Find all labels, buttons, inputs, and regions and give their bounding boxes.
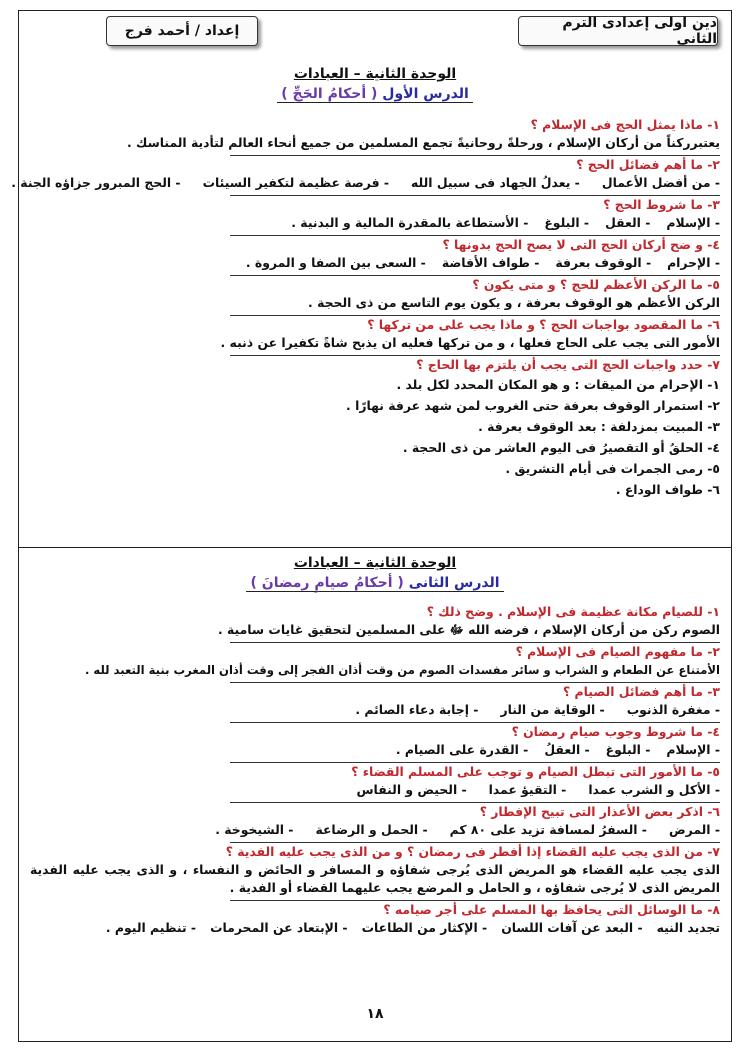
lesson-name: ( أحكامُ الحَجِّ ) xyxy=(281,86,378,102)
answer-item: - الأستطاعة بالمقدرة المالية و البدنية . xyxy=(291,215,529,230)
answer-item: - الحيض و النفاس xyxy=(356,782,467,797)
answer-item: - تنظيم اليوم . xyxy=(105,920,197,935)
answer-item: تجديد النيه xyxy=(656,920,720,935)
question-4: ٤- ما شروط وجوب صيام رمضان ؟ xyxy=(511,724,720,739)
unit-title: الوحدة الثانية – العبادات xyxy=(293,555,457,571)
question-2: ٢- ما أهم فضائل الحج ؟ xyxy=(576,157,720,172)
answer-item: - التقيؤ عمدا xyxy=(488,782,567,797)
lesson-fasting-section xyxy=(30,553,720,937)
answer-item: - الإسلام xyxy=(666,215,720,230)
question-7: ٧- من الذى يجب عليه القضاء إذا أفطر فى رمضان ؟ و من الذى يجب عليه الفدية ؟ xyxy=(225,844,720,859)
answer-7-item: ٣- المبيت بمزدلفة : بعد الوقوف بعرفة . xyxy=(478,419,720,434)
answer-item: - البعد عن آفات اللسان xyxy=(501,920,643,935)
question-6: ٦- ما المقصود بواجبات الحج ؟ و ماذا يجب على من تركها ؟ xyxy=(367,317,720,332)
page-number: ١٨ xyxy=(366,1006,384,1022)
answer-7-item: ١- الإحرام من الميقات : و هو المكان المحدد لكل بلد . xyxy=(396,377,720,392)
answer-item: - الأكل و الشرب عمدا xyxy=(588,782,720,797)
answer-3 xyxy=(30,701,720,719)
lesson-prefix: الدرس الأول xyxy=(382,86,469,102)
lesson-prefix: الدرس الثانى xyxy=(408,575,500,591)
answer-item: - الحج المبرور جزاؤه الجنة . xyxy=(11,175,181,190)
unit-title: الوحدة الثانية – العبادات xyxy=(293,66,457,82)
section-divider xyxy=(18,547,732,548)
question-1: ١- ماذا يمثل الحج فى الإسلام ؟ xyxy=(530,117,720,132)
lesson-hajj-section xyxy=(11,64,720,500)
lesson-title xyxy=(30,84,720,104)
lesson-title xyxy=(30,573,720,593)
question-3: ٣- ما شروط الحج ؟ xyxy=(603,197,720,212)
answer-4 xyxy=(30,741,720,759)
answer-8 xyxy=(30,919,720,937)
answer-6 xyxy=(30,821,720,839)
answer-item: - إجابة دعاء الصائم . xyxy=(355,702,479,717)
lesson-name: ( أحكامُ صيامِ رمضانَ ) xyxy=(250,575,404,591)
answer-item: - العقل xyxy=(605,215,651,230)
answer-item: - الإبتعاد عن المحرمات xyxy=(210,920,348,935)
answer-6: الأمور التى يجب على الحاج فعلها ، و من تركها فعليه ان يذبح شاةً تكفيرا عن ذنبه . xyxy=(220,335,720,350)
author-header-box: إعداد / أحمد فرج xyxy=(106,16,258,46)
answer-item: - مغفرة الذنوب xyxy=(626,702,720,717)
answer-2: الأمتناع عن الطعام و الشراب و سائر مفسدات الصوم من وقت أذان الفجر إلى وقت أذان المغرب بنية التعبد لله . xyxy=(84,663,720,677)
question-4: ٤- و ضح أركان الحج التى لا يصح الحج بدونها ؟ xyxy=(442,237,720,252)
question-5: ٥- ما الأمور التى تبطل الصيام و توجب على المسلم القضاء ؟ xyxy=(351,764,720,779)
answer-item: - العقلُ xyxy=(544,742,590,757)
answer-item: - البلوغ xyxy=(605,742,651,757)
question-2: ٢- ما مفهوم الصيام فى الإسلام ؟ xyxy=(515,644,720,659)
answer-7-item: ٢- استمرار الوقوف بعرفة حتى الغروب لمن شهد عرفة نهارًا . xyxy=(346,398,720,413)
answer-item: - الوقوف بعرفة xyxy=(555,255,652,270)
answer-item: - الحمل و الرضاعة xyxy=(315,822,428,837)
answer-item: - من أفضل الأعمال xyxy=(601,175,720,190)
answer-5 xyxy=(30,781,720,799)
answer-1: يعتبرركناً من أركان الإسلام ، ورحلةً روحانيةً تجمع المسلمين من جميع أنحاء العالم لتأدية المناسك . xyxy=(127,135,720,150)
answer-item: - المرض xyxy=(668,822,720,837)
question-3: ٣- ما أهم فضائل الصيام ؟ xyxy=(563,684,720,699)
answer-2 xyxy=(11,174,720,192)
answer-7-item: ٥- رمى الجمرات فى أيام التشريق . xyxy=(505,461,720,476)
answer-5: الركن الأعظم هو الوقوف بعرفة ، و يكون يوم التاسع من ذى الحجة . xyxy=(308,295,720,310)
answer-item: - الإحرام xyxy=(667,255,720,270)
answer-4 xyxy=(30,254,720,272)
answer-1: الصوم ركن من أركان الإسلام ، فرضه الله ﷻ على المسلمين لتحقيق غايات سامية . xyxy=(218,622,720,637)
subject-header-box: دين اولى إعدادى الترم الثانى xyxy=(518,16,718,46)
question-8: ٨- ما الوسائل التى يحافظ بها المسلم على أجر صيامه ؟ xyxy=(383,902,720,917)
answer-item: - يعدلُ الجهاد فى سبيل الله xyxy=(411,175,580,190)
answer-7: الذى يجب عليه القضاء هو المريض الذى يُرجى شفاؤه و المسافر و الحائض و النفساء ، و الذى يجب عليه الفدية المريض الذى لا يُرجى شفاؤه ، و الحامل و المرضع يجب عليهما القضاء أو الفدية . xyxy=(30,862,720,895)
answer-item: - القدرة على الصيام . xyxy=(395,742,529,757)
answer-item: - السفرُ لمسافة تزيد على ٨٠ كم xyxy=(449,822,647,837)
question-7: ٧- حدد واجبات الحج التى يجب أن يلتزم بها الحاج ؟ xyxy=(416,357,720,372)
answer-item: - طواف الأفاضة xyxy=(441,255,540,270)
answer-item: - فرصة عظيمة لتكفير السيئات xyxy=(202,175,390,190)
answer-7-item: ٦- طواف الوداع . xyxy=(615,482,720,497)
question-1: ١- للصيام مكانة عظيمة فى الإسلام . وضح ذلك ؟ xyxy=(426,604,720,619)
answer-item: - الشيخوخة . xyxy=(215,822,294,837)
question-6: ٦- اذكر بعض الأعذار التى تبيح الإفطار ؟ xyxy=(479,804,720,819)
answer-item: - الإسلام xyxy=(666,742,720,757)
question-5: ٥- ما الركن الأعظم للحج ؟ و متى يكون ؟ xyxy=(472,277,720,292)
answer-3 xyxy=(30,214,720,232)
answer-item: - السعى بين الصفا و المروة . xyxy=(245,255,426,270)
answer-item: - البلوغ xyxy=(544,215,590,230)
answer-item: - الوقاية من النار xyxy=(500,702,605,717)
answer-7-item: ٤- الحلقُ أو التقصيرُ فى اليوم العاشر من ذى الحجة . xyxy=(402,440,720,455)
answer-item: - الإكثار من الطاعات xyxy=(361,920,488,935)
